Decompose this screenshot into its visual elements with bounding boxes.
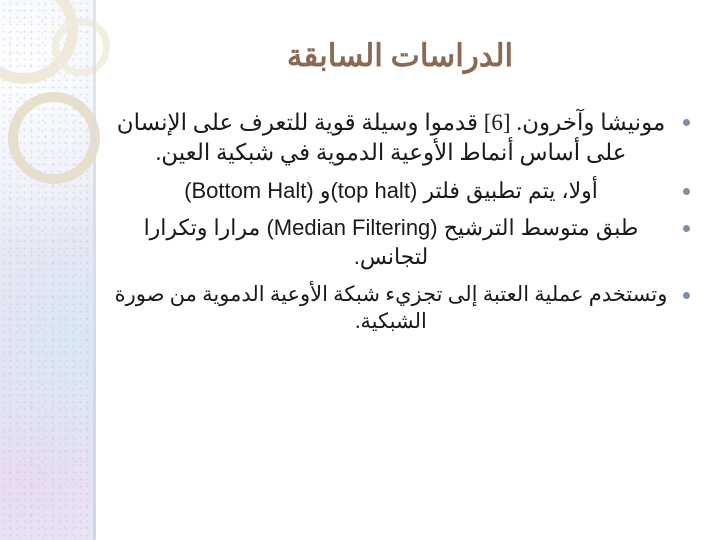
decorative-ring-small-icon: [52, 18, 110, 76]
list-item-text: وتستخدم عملية العتبة إلى تجزيء شبكة الأوعية الدموية من صورة الشبكية.: [114, 281, 668, 333]
bullet-dot-icon: [683, 225, 690, 232]
band-edge-divider: [93, 0, 96, 540]
list-item-text: أولا، يتم تطبيق فلتر (top halt)و (Bottom Halt): [184, 177, 598, 203]
bullet-dot-icon: [683, 188, 690, 195]
bullet-dot-icon: [683, 119, 690, 126]
slide-title: الدراسات السابقة: [286, 38, 514, 73]
list-item: [112, 177, 692, 206]
bullet-list: [112, 108, 692, 335]
list-item: [112, 214, 692, 271]
list-item-text: مونيشا وآخرون. [6] قدموا وسيلة قوية للتعرف على الإنسان على أساس أنماط الأوعية الدموية في شبكية العين.: [116, 110, 666, 165]
list-item: [112, 281, 692, 336]
list-item-text: طبق متوسط الترشيح (Median Filtering) مرارا وتكرارا لتجانس.: [143, 215, 639, 269]
list-item: [112, 108, 692, 168]
slide-body: [112, 108, 692, 344]
decorative-left-band: [0, 0, 96, 540]
bullet-dot-icon: [683, 292, 690, 299]
decorative-ring-lower-icon: [8, 92, 100, 184]
